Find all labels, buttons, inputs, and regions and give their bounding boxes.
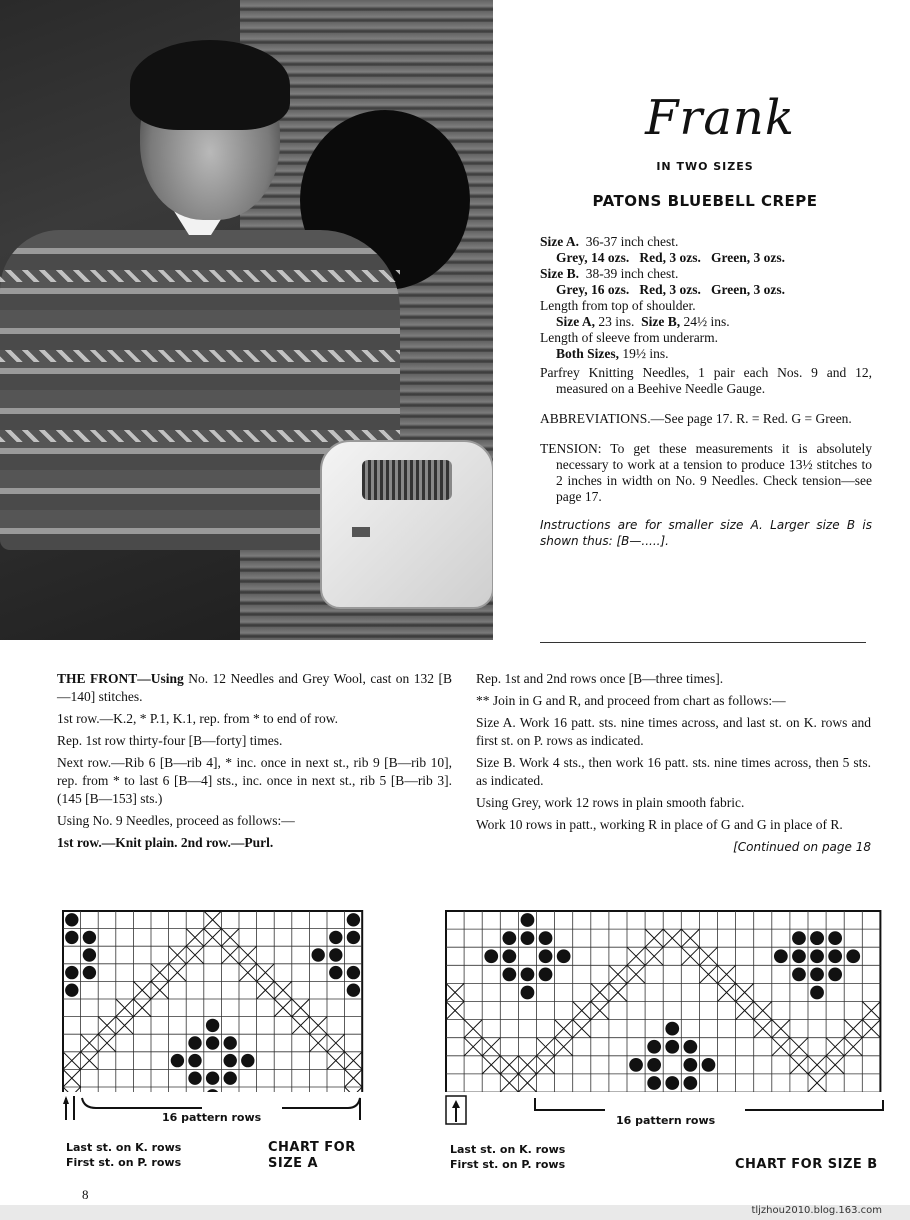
- length-b-value: 24½ ins.: [683, 314, 730, 329]
- chart-b-title: CHART FOR SIZE B: [735, 1157, 878, 1172]
- size-b-grey: Grey, 16 ozs.: [556, 282, 630, 297]
- row-1: 1st row.—K.2, * P.1, K.1, rep. from * to end of row.: [57, 711, 338, 726]
- stitch-dot: [83, 966, 96, 979]
- pattern-title: Frank: [645, 90, 795, 146]
- rep-rows: Rep. 1st and 2nd rows once [B—three times].: [476, 671, 724, 686]
- stitch-dot: [702, 1058, 716, 1072]
- chart-a-foot-2: First st. on P. rows: [66, 1156, 182, 1169]
- front-text: No. 12 Needles and Grey Wool, cast on 132 [B—140] stitches.: [57, 671, 452, 704]
- chart-b-foot-2: First st. on P. rows: [450, 1158, 566, 1171]
- chart-a-pattern-rows: 16 pattern rows: [162, 1111, 262, 1124]
- chart-a-title-1: CHART FOR: [268, 1140, 356, 1155]
- stitch-dot: [347, 931, 360, 944]
- next-row: Next row.—Rib 6 [B—rib 4], * inc. once in next st., rib 9 [B—rib 10], rep. from * to last 6 [B—4] sts., inc. once in next st., rib 5 [B—rib 3]. (145 [B—153] sts.): [57, 755, 452, 806]
- front-heading: THE FRONT—Using: [57, 671, 184, 686]
- sweater-photo: [0, 0, 493, 640]
- chart-a-footnote: [66, 1140, 181, 1170]
- stitch-dot: [792, 949, 806, 963]
- stitch-dot: [329, 931, 342, 944]
- radio-grill: [362, 460, 452, 500]
- stitch-dot: [83, 948, 96, 961]
- stitch-dot: [65, 984, 78, 997]
- stitch-dot: [539, 931, 553, 945]
- stitch-dot: [224, 1036, 237, 1049]
- stitch-dot: [188, 1072, 201, 1085]
- stitch-dot: [241, 1054, 254, 1067]
- size-a-red: Red, 3 ozs.: [639, 250, 701, 265]
- rep-row: Rep. 1st row thirty-four [B—forty] times.: [57, 733, 283, 748]
- instructions-note: Instructions are for smaller size A. Larger size B is shown thus: [B—.....].: [540, 518, 872, 548]
- chart-size-b: [445, 910, 887, 1092]
- stitch-dot: [846, 949, 860, 963]
- stitch-dot: [521, 967, 535, 981]
- stitch-dot: [539, 949, 553, 963]
- stitch-dot: [329, 966, 342, 979]
- stitch-dot: [312, 948, 325, 961]
- length-b-label: Size B,: [641, 314, 681, 329]
- grey-rows: Using Grey, work 12 rows in plain smooth fabric.: [476, 795, 745, 810]
- length-a-label: Size A,: [556, 314, 595, 329]
- sleeve-both-label: Both Sizes,: [556, 346, 620, 361]
- size-a-grey: Grey, 14 ozs.: [556, 250, 630, 265]
- chart-a-bracket: [62, 1092, 364, 1126]
- needles-switch: Using No. 9 Needles, proceed as follows:—: [57, 813, 295, 828]
- stitch-dot: [647, 1076, 661, 1090]
- stitch-dot: [206, 1072, 219, 1085]
- chart-b-foot-1: Last st. on K. rows: [450, 1143, 566, 1156]
- stitch-dot: [539, 967, 553, 981]
- stitch-dot: [65, 913, 78, 926]
- stitch-dot: [65, 931, 78, 944]
- size-a-chest: 36-37 inch chest.: [585, 234, 679, 249]
- stitch-dot: [188, 1036, 201, 1049]
- model-hair: [130, 40, 290, 130]
- stitch-dot: [171, 1054, 184, 1067]
- stitch-dot: [224, 1054, 237, 1067]
- stitch-dot: [83, 931, 96, 944]
- stitch-dot: [65, 966, 78, 979]
- stitch-dot: [484, 949, 498, 963]
- stitch-dot: [347, 984, 360, 997]
- stitch-dot: [810, 967, 824, 981]
- stitch-dot: [683, 1058, 697, 1072]
- grid-border: [63, 911, 362, 1092]
- stitch-dot: [629, 1058, 643, 1072]
- stitch-dot: [810, 986, 824, 1000]
- size-a-label: Size A.: [540, 234, 579, 249]
- chart-a-title-2: SIZE A: [268, 1156, 319, 1171]
- divider: [540, 642, 866, 643]
- stitch-dot: [347, 913, 360, 926]
- stitch-dot: [828, 949, 842, 963]
- stitch-dot: [502, 967, 516, 981]
- watermark: tljzhou2010.blog.163.com: [751, 1205, 882, 1216]
- chart-b-grid: [445, 910, 887, 1092]
- sleeve-value: 19½ ins.: [622, 346, 669, 361]
- stitch-dot: [521, 931, 535, 945]
- stitch-dot: [206, 1019, 219, 1032]
- stitch-dot: [810, 931, 824, 945]
- sweater-band: [0, 350, 400, 362]
- radio-badge: [352, 527, 370, 537]
- pattern-swap: Work 10 rows in patt., working R in place of G and G in place of R.: [476, 817, 843, 832]
- chart-b-bracket: [445, 1094, 887, 1128]
- stitch-dot: [665, 1022, 679, 1036]
- stitch-dot: [683, 1076, 697, 1090]
- stitch-dot: [647, 1040, 661, 1054]
- size-b-instruction: Size B. Work 4 sts., then work 16 patt. sts. nine times across, then 5 sts. as indicated.: [476, 755, 871, 788]
- continued-note: [Continued on page 18: [733, 840, 871, 854]
- abbreviations: ABBREVIATIONS.—See page 17. R. = Red. G = Green.: [540, 411, 852, 426]
- stitch-dot: [828, 931, 842, 945]
- chart-a-foot-1: Last st. on K. rows: [66, 1141, 182, 1154]
- chart-size-a: [62, 910, 364, 1092]
- stitch-dot: [502, 949, 516, 963]
- stitch-dot: [810, 949, 824, 963]
- page-number: 8: [82, 1187, 89, 1202]
- length-a-value: 23 ins.: [598, 314, 635, 329]
- size-b-label: Size B.: [540, 266, 579, 281]
- chart-a-title: [268, 1140, 356, 1172]
- tension-spec: TENSION: To get these measurements it is absolutely necessary to work at a tension to produce 13½ stitches to 2 inches in width on No. 9 Needles. Check tension—see page 17.: [540, 441, 872, 504]
- stitch-dot: [521, 913, 535, 927]
- length-label: Length from top of shoulder.: [540, 298, 696, 313]
- stitch-dot: [774, 949, 788, 963]
- instructions-right: [476, 670, 871, 860]
- portable-radio: [320, 440, 493, 609]
- stitch-dot: [647, 1058, 661, 1072]
- stitch-dot: [665, 1076, 679, 1090]
- chart-b-footnote: [450, 1142, 565, 1172]
- sleeve-label: Length of sleeve from underarm.: [540, 330, 719, 345]
- subtitle: IN TWO SIZES: [656, 160, 754, 173]
- needles-spec: Parfrey Knitting Needles, 1 pair each Nos. 9 and 12, measured on a Beehive Needle Gauge.: [540, 365, 872, 396]
- stitch-dot: [665, 1040, 679, 1054]
- stitch-dot: [521, 986, 535, 1000]
- stitch-dot: [329, 948, 342, 961]
- spec-size-a: [540, 234, 872, 549]
- stitch-dot: [206, 1036, 219, 1049]
- stitch-dot: [792, 967, 806, 981]
- stitch-dot: [828, 967, 842, 981]
- stitch-dot: [502, 931, 516, 945]
- sweater-band: [0, 270, 400, 282]
- stitch-dot: [224, 1072, 237, 1085]
- size-a-green: Green, 3 ozs.: [711, 250, 785, 265]
- stitch-dot: [792, 931, 806, 945]
- join-colours: ** Join in G and R, and proceed from chart as follows:—: [476, 693, 786, 708]
- size-b-red: Red, 3 ozs.: [639, 282, 701, 297]
- stitch-dot: [683, 1040, 697, 1054]
- sweater-band: [0, 430, 400, 442]
- size-b-chest: 38-39 inch chest.: [585, 266, 679, 281]
- instructions-left: [57, 670, 452, 856]
- size-a-instruction: Size A. Work 16 patt. sts. nine times across, and last st. on K. rows and first st. on P. rows as indicated.: [476, 715, 871, 748]
- stitch-dot: [347, 966, 360, 979]
- rows-1-2: 1st row.—Knit plain. 2nd row.—Purl.: [57, 835, 274, 850]
- yarn-name: PATONS BLUEBELL CREPE: [592, 192, 818, 210]
- size-b-green: Green, 3 ozs.: [711, 282, 785, 297]
- chart-a-grid: [62, 910, 364, 1092]
- stitch-dot: [188, 1054, 201, 1067]
- chart-b-pattern-rows: 16 pattern rows: [616, 1114, 716, 1127]
- stitch-dot: [557, 949, 571, 963]
